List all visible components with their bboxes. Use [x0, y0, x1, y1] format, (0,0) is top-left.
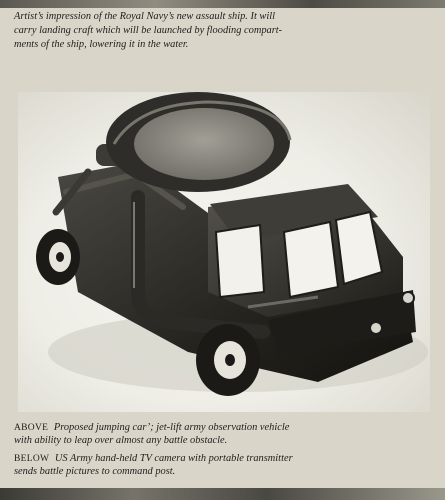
jumping-car-illustration	[18, 92, 430, 412]
headlight-left	[370, 322, 382, 334]
jumping-car-photo	[18, 92, 430, 412]
side-window	[216, 225, 264, 297]
caption-below	[14, 453, 434, 478]
caption-above	[14, 422, 434, 447]
wheel-front-left	[196, 324, 260, 396]
caption-below-lead: BELOW	[14, 454, 50, 464]
photo-captions	[14, 422, 434, 484]
caption-above-lead: ABOVE	[14, 423, 49, 433]
caption-below-text: US Army hand-held TV camera with portable transmitter sends battle pictures to command post.	[14, 453, 293, 477]
windscreen-left	[284, 222, 338, 297]
wheel-rear-left	[36, 229, 80, 285]
headlight-right	[402, 292, 414, 304]
caption-above-text: Proposed jumping car’; jet-lift army observation vehicle with ability to leap over almost any battle obstacle.	[14, 422, 290, 446]
top-photo-strip	[0, 0, 445, 8]
jet-intake-mesh	[134, 108, 274, 180]
top-caption: Artist’s impression of the Royal Navy’s new assault ship. It will carry landing craft which will be launched by flooding compart- ments of the ship, lowering it in the water.	[14, 11, 283, 50]
bottom-photo-strip	[0, 488, 445, 500]
